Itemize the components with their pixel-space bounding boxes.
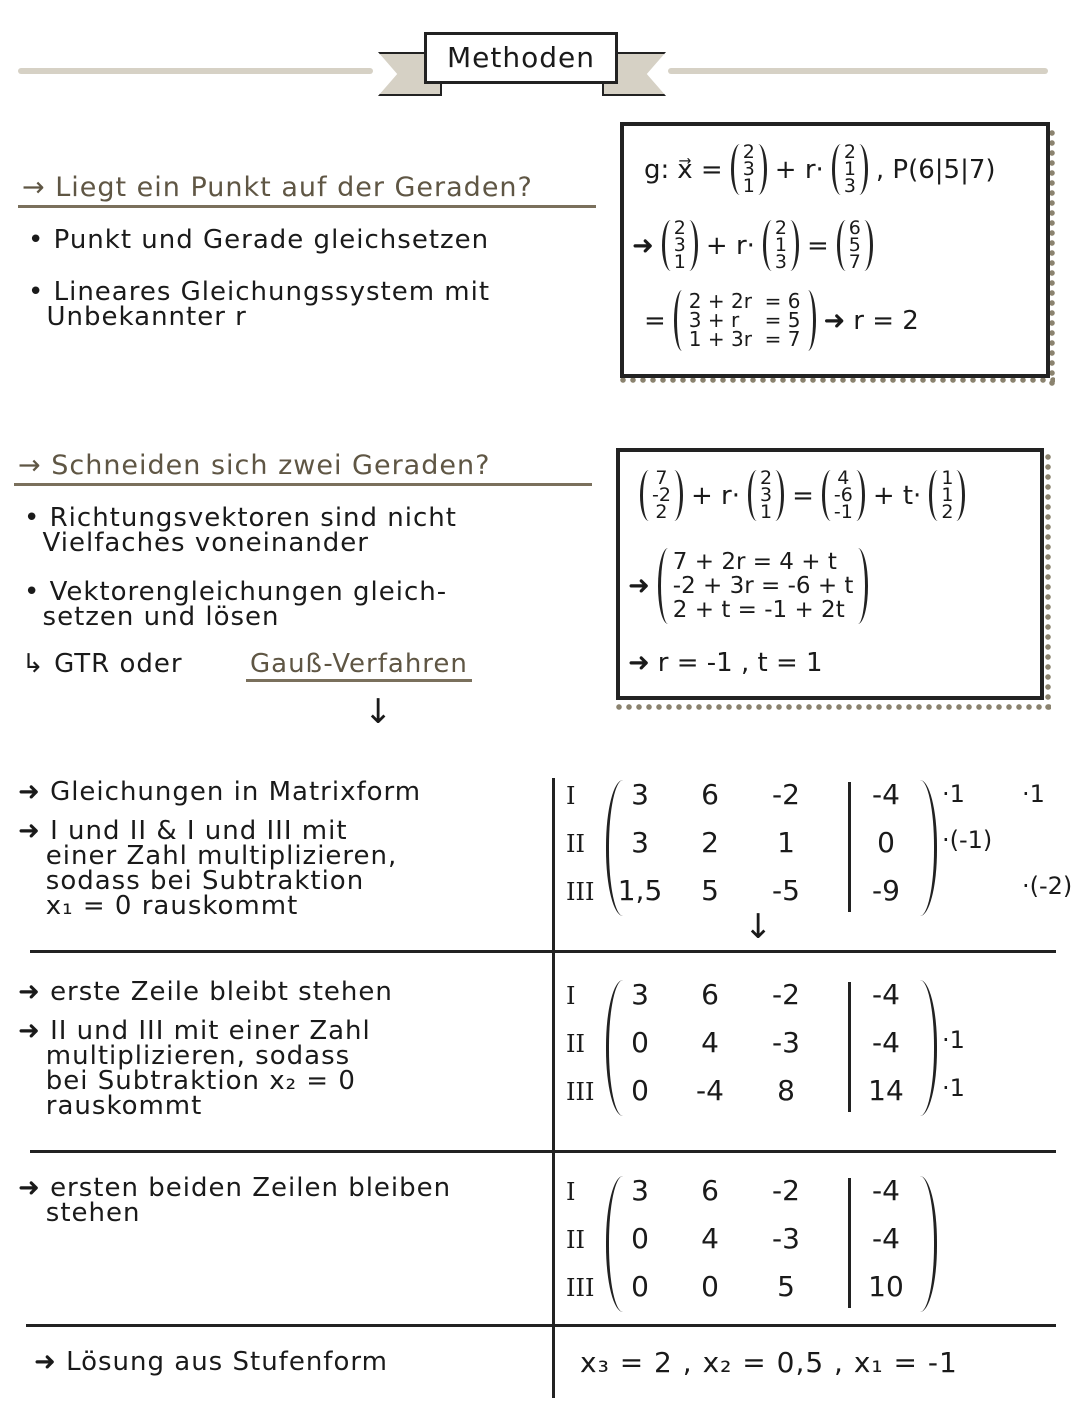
matrix-left-paren [606,980,623,1116]
bullet-text: Lineares Gleichungssystem mit [53,277,491,307]
matrix-cell: 3 [631,778,649,811]
matrix-cell: -3 [772,1222,800,1255]
row-label: II [566,1030,585,1058]
note-line-cont [18,1091,393,1121]
vector-entry: 1 [843,158,856,180]
support-vector [731,141,767,197]
matrix-cell: -2 [772,978,800,1011]
note-line: ➜ ersten beiden Zeilen bleiben [18,1173,452,1203]
system-equation: 2 + t = -1 + 2t [672,597,845,623]
operator: = [644,305,666,336]
note-line: ➜ I und II & I und III mit [18,816,348,846]
vector-entry: 2 [843,141,856,163]
equate-line [632,217,873,273]
matrix-cell: -2 [772,1174,800,1207]
matrix-right-paren [920,980,937,1116]
matrix-cell: 0 [877,826,895,859]
arrow-down-icon: ↓ [364,692,394,732]
support-vector-h [822,467,865,523]
matrix-cell: 6 [701,778,719,811]
sub-text: GTR oder [54,649,183,679]
matrix-cell: 0 [631,1026,649,1059]
matrix-left-paren [606,1176,623,1312]
page-title: Methoden [424,32,618,84]
row-label: I [566,1178,576,1206]
box2-dotted-shadow-right [1045,452,1051,710]
matrix-cell: 4 [701,1222,719,1255]
augment-bar [848,982,851,1112]
system-line [628,548,868,624]
operator: + t· [872,480,922,511]
solution: x₃ = 2 , x₂ = 0,5 , x₁ = -1 [580,1346,958,1379]
direction-vector-h [929,467,965,523]
section1-heading: → Liegt ein Punkt auf der Geraden? [18,172,596,208]
system-line [644,290,919,351]
operator: + r· [690,480,740,511]
vector-entry: -6 [833,484,853,506]
matrix-cell: 1 [777,826,795,859]
result: r = 2 [853,305,919,336]
note-line-cont [18,891,421,921]
vector-entry: 4 [837,467,850,489]
system-equation: 3 + r = 5 [688,308,801,332]
note-line: ➜ II und III mit einer Zahl [18,1016,371,1046]
support-vector [662,217,698,273]
row-multiplier: ·1 [942,1026,965,1054]
matrix-cell: -3 [772,1026,800,1059]
matrix-cell: -2 [772,778,800,811]
system-equation: 1 + 3r = 7 [688,327,801,351]
vector-entry: -2 [652,484,671,506]
matrix-cell: 0 [631,1222,649,1255]
table-divider-3 [26,1324,1056,1327]
vector-entry: 1 [673,251,686,273]
title-rule-left [18,68,373,74]
line-name: g: [644,154,670,185]
row-label: II [566,1226,585,1254]
matrix-cell: -4 [696,1074,724,1107]
vector-entry: 2 [774,217,787,239]
vector-entry: -1 [833,501,853,523]
table-divider-1 [30,950,1056,953]
matrix-cell: 6 [701,1174,719,1207]
equation-system [674,290,816,351]
solution-label-text: Lösung aus Stufenform [66,1347,388,1377]
matrix-left-paren [606,780,623,916]
point-p: , P(6|5|7) [875,154,996,185]
augmented-matrix [560,1174,1060,1324]
matrix-cell: 5 [777,1270,795,1303]
matrix-cell: 3 [631,1174,649,1207]
section2-bullet-1: • Richtungsvektoren sind nicht Vielfaches voneinander [24,503,457,558]
row-multiplier: ·1 [942,1074,965,1102]
direction-vector [832,141,868,197]
vector-entry: 3 [843,175,856,197]
row-multiplier: ·1 [1022,780,1045,808]
matrix-right-paren [920,780,937,916]
row-label: I [566,782,576,810]
equation-system [658,548,869,624]
note-text: sodass bei Subtraktion [45,866,365,896]
bullet-text: Richtungsvektoren sind nicht [49,503,457,533]
note-text: bei Subtraktion x₂ = 0 [45,1066,356,1096]
result-line [628,648,823,678]
title-rule-right [668,68,1048,74]
row-label: I [566,982,576,1010]
vector-entry: 3 [774,251,787,273]
bullet-text-cont: Unbekannter r [46,302,247,332]
arrow-right-icon: ➜ [632,230,654,261]
bullet-text-cont: Vielfaches voneinander [42,528,369,558]
matrix-cell: 8 [777,1074,795,1107]
support-vector-g [640,467,683,523]
vector-entry: 2 [742,141,755,163]
vector-x: x⃗ = [677,154,723,185]
matrix-right-paren [920,1176,937,1312]
note-text: multiplizieren, sodass [45,1041,351,1071]
step-notes [18,777,422,921]
example-box-point-on-line [620,122,1050,378]
operator: = [807,230,829,261]
system-equation: 7 + 2r = 4 + t [672,549,837,575]
vector-entry: 1 [941,484,954,506]
bullet-text: Punkt und Gerade gleichsetzen [53,225,490,255]
example-box-intersection [616,448,1044,700]
matrix-cell: -4 [872,1174,900,1207]
vector-entry: 6 [848,217,861,239]
matrix-cell: -5 [772,874,800,907]
section2-sub: ↳ GTR oder [22,649,183,679]
matrix-cell: 4 [701,1026,719,1059]
row-multiplier: ·(-2) [1022,872,1073,900]
matrix-cell: 3 [631,978,649,1011]
row-label: II [566,830,585,858]
matrix-cell: 6 [701,978,719,1011]
note-text: II und III mit einer Zahl [50,1016,371,1046]
note-text: x₁ = 0 rauskommt [45,891,299,921]
augment-bar [848,782,851,912]
system-equation: 2 + 2r = 6 [688,289,801,313]
point-vector [837,217,873,273]
section1-bullet-1: • Punkt und Gerade gleichsetzen [28,225,490,255]
row-label: III [566,1274,595,1302]
box2-dotted-shadow-bottom [614,704,1051,710]
operator: = [792,480,814,511]
direction-vector-g [748,467,784,523]
vector-entry: 2 [655,501,668,523]
augmented-matrix [560,978,1060,1128]
section2-heading-text: Schneiden sich zwei Geraden? [51,450,491,481]
line-equation [644,141,996,197]
augment-bar [848,1178,851,1308]
note-text: Gleichungen in Matrixform [50,777,422,807]
row-label: III [566,1078,595,1106]
note-text: I und II & I und III mit [50,816,348,846]
vector-entry: 1 [759,501,773,523]
note-text: rauskommt [45,1091,203,1121]
row-multiplier: ·(-1) [942,826,993,854]
matrix-cell: -4 [872,1222,900,1255]
bullet-text-cont: setzen und lösen [42,602,280,632]
note-line: ➜ erste Zeile bleibt stehen [18,977,393,1007]
row-multiplier: ·1 [942,780,965,808]
row-label: III [566,878,595,906]
matrix-cell: -4 [872,1026,900,1059]
arrow-right-icon: ➜ [628,648,650,678]
matrix-cell: 14 [868,1074,904,1107]
matrix-cell: -4 [872,978,900,1011]
vector-entry: 1 [774,234,787,256]
note-line-cont [18,1198,451,1228]
section2-bullet-2: • Vektorengleichungen gleich- setzen und lösen [24,577,448,632]
vector-entry: 7 [848,251,861,273]
augmented-matrix [560,778,1073,928]
matrix-cell: 10 [868,1270,904,1303]
matrix-cell: 5 [701,874,719,907]
section1-bullet-2: • Lineares Gleichungssystem mit Unbekannter r [28,277,491,332]
note-line: ➜ Gleichungen in Matrixform [18,777,422,807]
system-equation: -2 + 3r = -6 + t [672,573,854,599]
matrix-cell: 3 [631,826,649,859]
section1-heading-text: Liegt ein Punkt auf der Geraden? [55,172,533,203]
vector-entry: 3 [742,158,755,180]
solution-label: ➜ Lösung aus Stufenform [34,1347,388,1377]
vector-entry: 3 [673,234,686,256]
vector-entry: 7 [655,467,668,489]
note-text: ersten beiden Zeilen bleiben [50,1173,452,1203]
matrix-cell: 0 [631,1270,649,1303]
operator: + r· [774,154,824,185]
matrix-cell: -9 [872,874,900,907]
vector-entry: 1 [742,175,755,197]
vector-entry: 2 [941,501,954,523]
table-divider-vertical [552,778,555,1398]
step-notes [18,1173,452,1228]
table-divider-2 [30,1150,1056,1153]
matrix-cell: -4 [872,778,900,811]
gauss-method-label: Gauß-Verfahren [246,652,472,682]
bullet-text: Vektorengleichungen gleich- [49,577,448,607]
matrix-cell: 0 [631,1074,649,1107]
arrow-right-icon: ➜ [823,305,846,336]
vector-entry: 2 [673,217,686,239]
step-notes [18,977,393,1121]
vector-entry: 5 [848,234,861,256]
arrow-down-icon: ↓ [744,907,774,947]
matrix-cell: 1,5 [617,874,663,907]
note-text: stehen [45,1198,141,1228]
vector-entry: 3 [759,484,773,506]
arrow-right-icon: ➜ [628,571,650,601]
section2-heading: → Schneiden sich zwei Geraden? [14,450,592,486]
vector-equation [640,467,965,523]
note-text: erste Zeile bleibt stehen [50,977,393,1007]
vector-entry: 1 [941,467,954,489]
note-text: einer Zahl multiplizieren, [45,841,398,871]
result: r = -1 , t = 1 [657,648,823,678]
matrix-cell: 2 [701,826,719,859]
operator: + r· [705,230,755,261]
direction-vector [763,217,799,273]
vector-entry: 2 [759,467,773,489]
matrix-cell: 0 [701,1270,719,1303]
